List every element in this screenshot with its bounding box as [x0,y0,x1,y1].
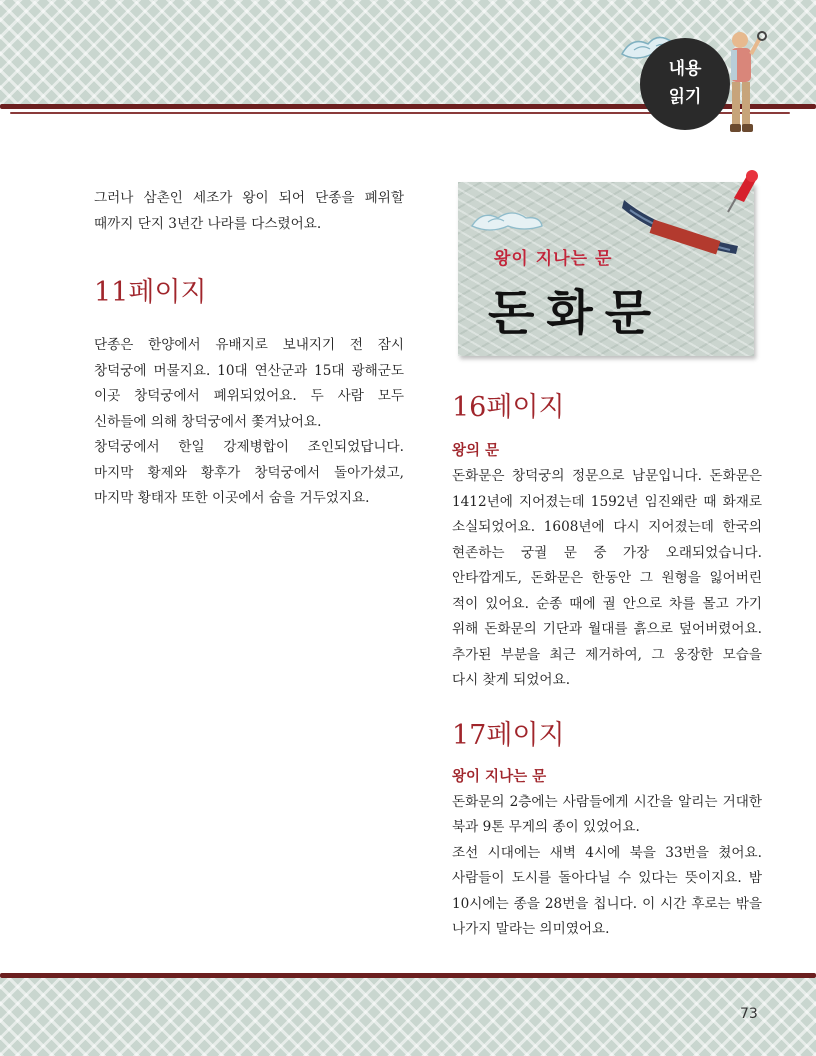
right-column [452,390,762,943]
page-17-heading: 17페이지 [452,719,565,751]
content-reading-badge [640,38,730,130]
page-11-heading: 11페이지 [94,277,207,308]
donhwamun-title-panel [458,182,754,356]
page-11-paragraph-1: 단종은 한양에서 유배지로 보내지기 전 잠시 창덕궁에 머물지요. 10대 연산군과 15대 광해군도 이곳 창덕궁에서 폐위되었어요. 두 사람 모두 신하들에 의해 창덕궁에서 쫓겨났어요. [94,337,404,430]
page-11-paragraph-2: 창덕궁에서 한일 강제병합이 조인되었답니다. 마지막 황제와 황후가 창덕궁에서 돌아가셨고, 마지막 황태자 또한 이곳에서 숨을 거두었지요. [94,439,404,506]
page-number: 73 [740,1006,758,1022]
intro-paragraph: 그러나 삼촌인 세조가 왕이 되어 단종을 폐위할 때까지 단지 3년간 나라를 다스렸어요. [94,190,404,232]
badge-line-1: 내용 [668,59,702,79]
left-column [94,186,404,512]
page-16-heading: 16페이지 [452,392,565,423]
panel-title: 돈화문 [488,285,664,341]
explorer-person-icon [718,30,770,138]
page-17-paragraph-1: 돈화문의 2층에는 사람들에게 시간을 알리는 거대한 북과 9톤 무게의 종이 있었어요. [452,793,762,835]
cloud-swirl-icon [468,206,548,236]
badge-line-2: 읽기 [668,87,702,107]
push-pin-icon [726,168,760,214]
page-17-subheading: 왕이 지나는 문 [452,767,547,785]
page-16-paragraph: 돈화문은 창덕궁의 정문으로 남문입니다. 돈화문은 1412년에 지어졌는데 1592년 임진왜란 때 화재로 소실되었어요. 1608년에 다시 지어졌는데 한국의 현존하는 궁궐 문 중 가장 오래되었습니다. 안타깝게도, 돈화문은 한동안 그 원형을 잃어버린 적이 있어요. 순종 때에 궐 안으로 차를 몰고 가기 위해 돈화문의 기단과 월대를 흙으로 덮어버렸어요. 추가된 부분을 최근 제거하여, 그 웅장한 모습을 다시 찾게 되었어요. [452,468,762,688]
panel-subtitle: 왕이 지나는 문 [494,249,613,269]
page-16-subheading: 왕의 문 [452,442,500,459]
page-17-paragraph-2: 조선 시대에는 새벽 4시에 북을 33번을 쳤어요. 사람들이 도시를 돌아다닐 수 있다는 뜻이지요. 밤 10시에는 종을 28번을 칩니다. 이 시간 후로는 밖을 나가지 말라는 의미였어요. [452,844,762,937]
bottom-pattern-band [0,978,816,1056]
